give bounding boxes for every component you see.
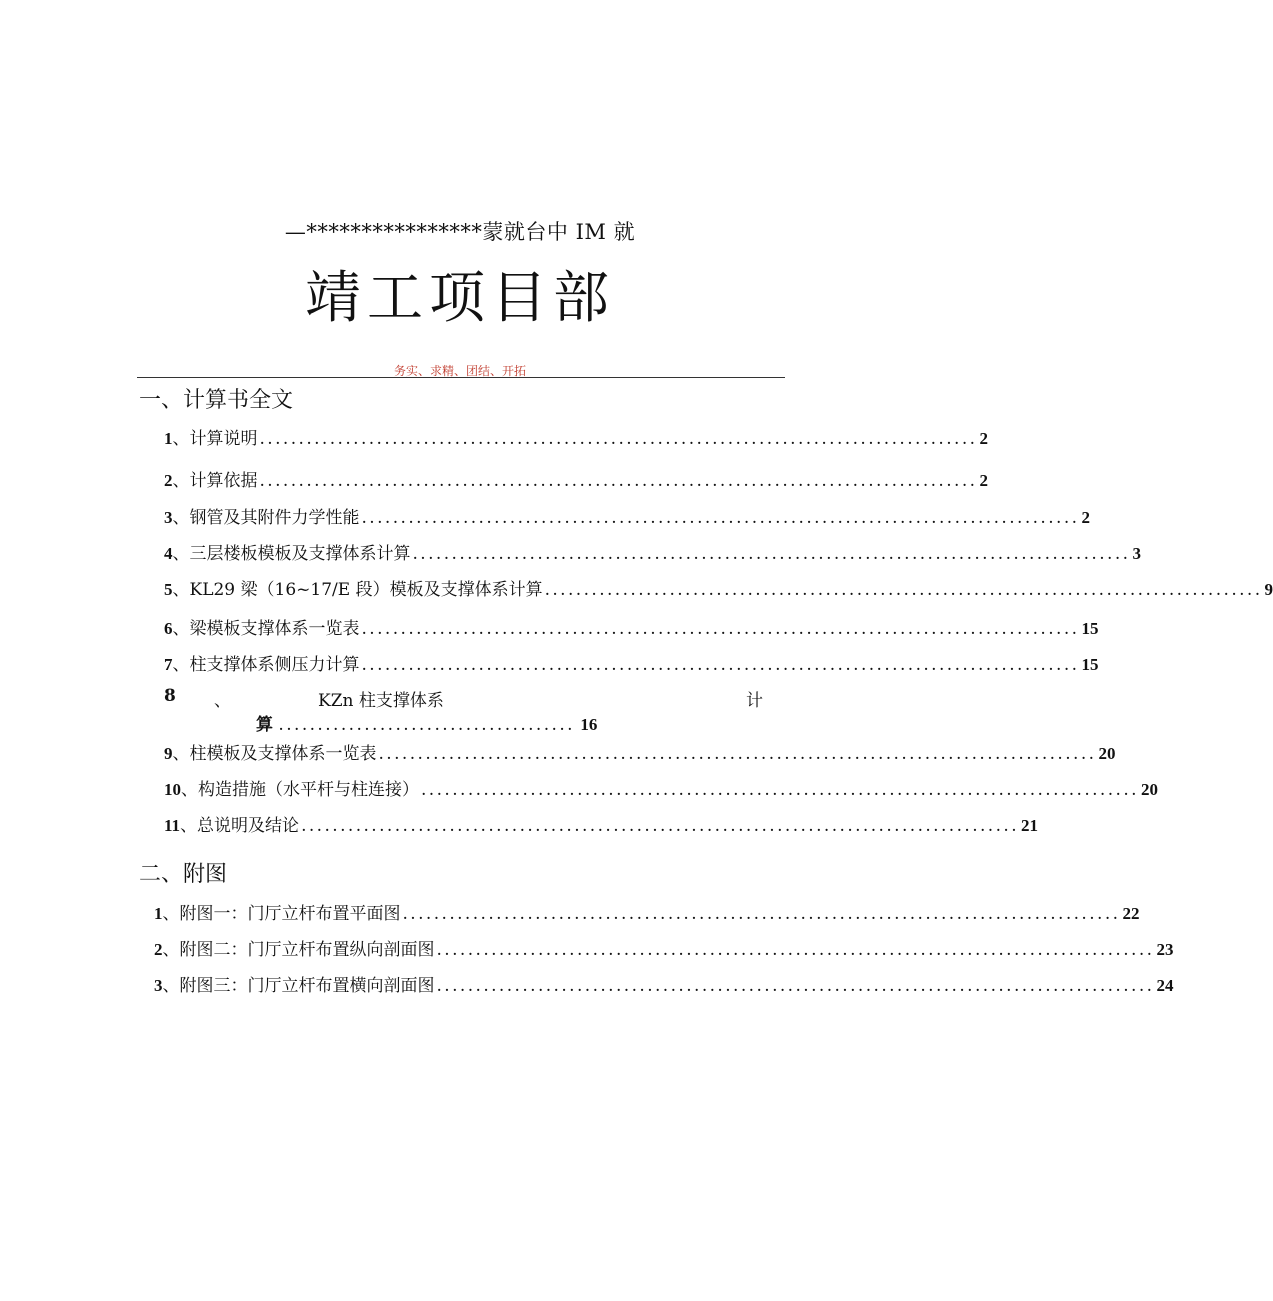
section-title-calculation: 一、计算书全文 xyxy=(139,388,294,413)
toc-page: 15 xyxy=(1081,655,1099,674)
toc-text-part: 、 xyxy=(214,691,231,711)
toc-page: 21 xyxy=(1021,816,1039,835)
toc-entry[interactable] xyxy=(164,653,1099,675)
toc-leader: ............................................................................................ xyxy=(259,471,978,491)
toc-page: 15 xyxy=(1081,619,1099,638)
toc-number: 2 xyxy=(154,940,163,959)
toc-text: 、KL29 梁（16~17/E 段）模板及支撑体系计算 xyxy=(172,580,543,600)
toc-page: 2 xyxy=(979,471,988,490)
section-title-appendix: 二、附图 xyxy=(139,862,228,887)
toc-page: 16 xyxy=(580,715,598,734)
toc-text: 、梁模板支撑体系一览表 xyxy=(172,619,360,639)
toc-text-part: 算 xyxy=(256,715,273,735)
toc-entry[interactable] xyxy=(154,974,1174,996)
toc-number: 3 xyxy=(154,976,163,995)
toc-leader: ............................................................................................ xyxy=(361,619,1080,639)
toc-number: 3 xyxy=(164,508,173,527)
toc-leader: ............................................................................................ xyxy=(361,508,1080,528)
toc-page: 2 xyxy=(1081,508,1090,527)
toc-page: 22 xyxy=(1122,904,1140,923)
header-divider xyxy=(137,377,785,378)
toc-entry[interactable] xyxy=(164,542,1141,564)
motto: 务实、求精、团结、开拓 xyxy=(393,364,526,378)
toc-entry[interactable] xyxy=(164,742,1116,764)
toc-number: 5 xyxy=(164,580,173,599)
toc-number: 1 xyxy=(164,429,173,448)
toc-text: 、柱模板及支撑体系一览表 xyxy=(172,744,377,764)
toc-text: 、附图二：门厅立杆布置纵向剖面图 xyxy=(162,940,435,960)
toc-entry[interactable] xyxy=(154,902,1140,924)
toc-text: 、三层楼板模板及支撑体系计算 xyxy=(172,544,411,564)
header-subtitle: —****************蒙就台中 IM 就 xyxy=(284,220,636,244)
toc-leader: ............................................................................................ xyxy=(412,544,1131,564)
toc-entry[interactable] xyxy=(164,506,1090,528)
toc-text: 、附图一：门厅立杆布置平面图 xyxy=(162,904,401,924)
toc-text: 、构造措施（水平杆与柱连接） xyxy=(181,780,419,800)
toc-page: 2 xyxy=(979,429,988,448)
toc-number: 2 xyxy=(164,471,173,490)
toc-page: 3 xyxy=(1132,544,1141,563)
toc-number: 8 xyxy=(164,686,176,706)
toc-entry-continuation[interactable] xyxy=(256,710,597,735)
toc-page: 24 xyxy=(1156,976,1174,995)
toc-leader: ............................................................................................ xyxy=(544,580,1263,600)
toc-number: 1 xyxy=(154,904,163,923)
toc-text: 、计算说明 xyxy=(172,429,258,449)
toc-leader: ............................................................................................ xyxy=(361,655,1080,675)
toc-text-part: 计 xyxy=(746,691,763,711)
toc-leader: ............................................................................................ xyxy=(402,904,1121,924)
toc-entry[interactable] xyxy=(164,469,988,491)
toc-page: 9 xyxy=(1264,580,1273,599)
toc-leader: ............................................................................................ xyxy=(436,940,1155,960)
toc-entry[interactable] xyxy=(164,617,1099,639)
toc-number: 6 xyxy=(164,619,173,638)
toc-leader: ............................................................................................ xyxy=(436,976,1155,996)
toc-text: 、计算依据 xyxy=(172,471,258,491)
header-title: 靖工项目部 xyxy=(305,266,615,331)
toc-text: 、钢管及其附件力学性能 xyxy=(172,508,360,528)
toc-page: 20 xyxy=(1098,744,1116,763)
toc-entry[interactable] xyxy=(164,578,1273,600)
toc-leader: ............................................................................................ xyxy=(378,744,1097,764)
toc-number: 7 xyxy=(164,655,173,674)
toc-entry[interactable] xyxy=(164,427,988,449)
toc-leader: ............................................................................................ xyxy=(421,780,1139,800)
toc-number: 11 xyxy=(164,816,181,835)
toc-entry[interactable] xyxy=(164,778,1158,800)
toc-text: 、柱支撑体系侧压力计算 xyxy=(172,655,360,675)
toc-leader: ............................................................................................ xyxy=(259,429,978,449)
toc-number: 9 xyxy=(164,744,173,763)
toc-entry[interactable] xyxy=(154,938,1174,960)
toc-page: 20 xyxy=(1140,780,1158,799)
toc-text: 、附图三：门厅立杆布置横向剖面图 xyxy=(162,976,435,996)
toc-entry[interactable] xyxy=(164,814,1039,836)
toc-number: 4 xyxy=(164,544,173,563)
toc-text-part: KZn 柱支撑体系 xyxy=(318,691,444,711)
toc-page: 23 xyxy=(1156,940,1174,959)
toc-leader: ...................................... xyxy=(278,715,575,735)
toc-leader: ............................................................................................ xyxy=(301,816,1020,836)
toc-number: 10 xyxy=(164,780,181,799)
toc-text: 、总说明及结论 xyxy=(180,816,300,836)
toc-entry-justified[interactable] xyxy=(164,686,763,711)
